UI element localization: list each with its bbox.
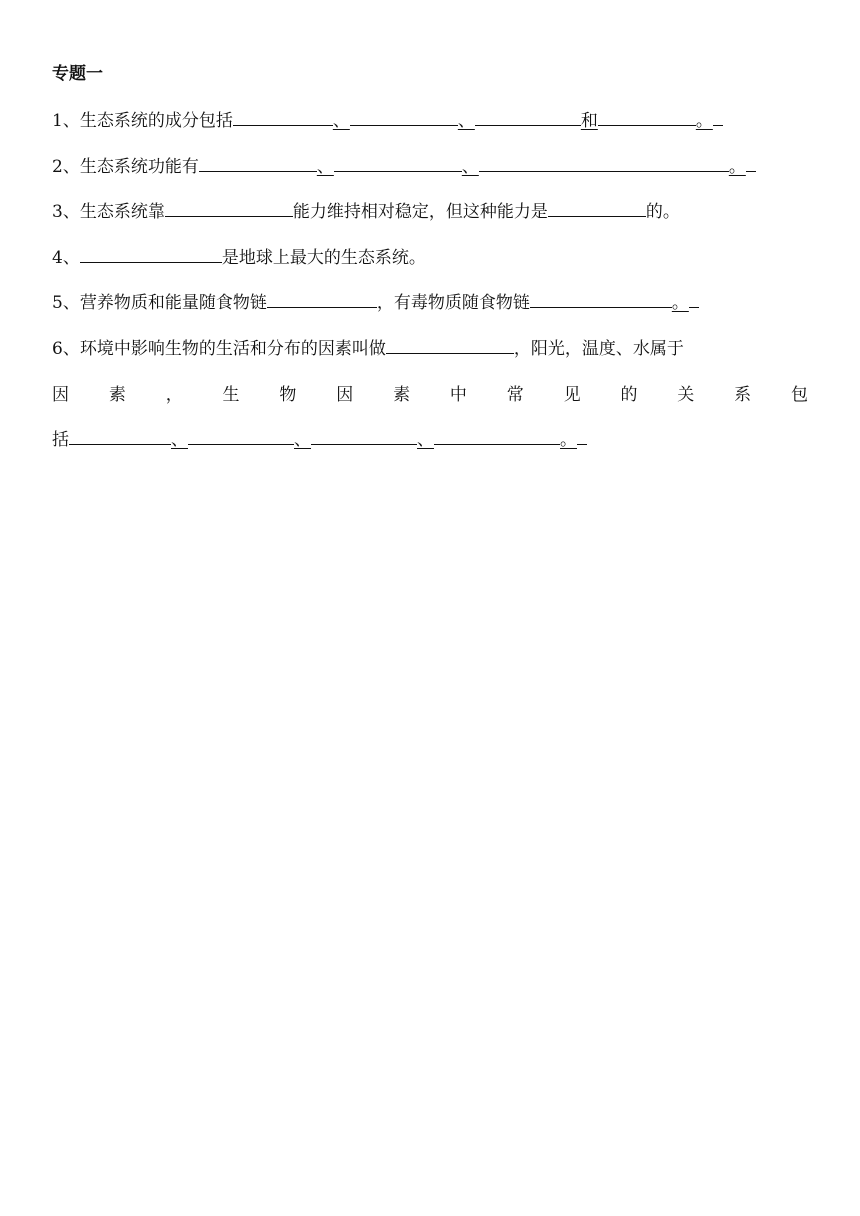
- q3-end: 的。: [645, 202, 680, 222]
- question-6-line-2: [52, 383, 808, 407]
- q5-end: 。: [671, 293, 689, 313]
- q6-char: 关: [677, 385, 695, 405]
- q1-sep-1: 、: [332, 111, 350, 131]
- q6-sep-1: 、: [171, 430, 188, 450]
- q6-char: 素: [108, 385, 126, 405]
- q6-char: 的: [620, 385, 638, 405]
- q5-blank-2[interactable]: [530, 290, 672, 308]
- q6-char: 物: [279, 385, 297, 405]
- q1-blank-1[interactable]: [233, 108, 333, 126]
- q5-middle: ，有毒物质随食物链: [376, 293, 530, 313]
- q3-blank-2[interactable]: [548, 199, 646, 217]
- q6-char: 素: [393, 385, 411, 405]
- q6-char: 系: [734, 385, 752, 405]
- q6-char: 生: [222, 385, 240, 405]
- q6-char: 常: [506, 385, 524, 405]
- q4-blank-1[interactable]: [80, 245, 222, 263]
- q6-blank-2[interactable]: [69, 427, 171, 445]
- q5-blank-1[interactable]: [267, 290, 377, 308]
- q6-char: 中: [449, 385, 467, 405]
- question-2: [52, 154, 756, 179]
- q2-sep-1: 、: [316, 157, 334, 177]
- question-3: [52, 199, 680, 224]
- q4-suffix: 是地球上最大的生态系统。: [221, 248, 426, 268]
- q6-char: ，: [165, 385, 183, 405]
- q5-tail: [689, 290, 699, 308]
- q4-prefix: 4、: [52, 248, 80, 268]
- q6-tail: [577, 427, 587, 445]
- q1-blank-4[interactable]: [598, 108, 696, 126]
- q3-middle: 能力维持相对稳定，但这种能力是: [292, 202, 548, 222]
- q2-blank-1[interactable]: [199, 154, 317, 172]
- q6-blank-4[interactable]: [311, 427, 417, 445]
- q2-sep-2: 、: [461, 157, 479, 177]
- section-title: 专题一: [52, 64, 103, 84]
- q6-line1-prefix: 6、环境中影响生物的生活和分布的因素叫做: [52, 339, 386, 359]
- q2-end: 。: [728, 157, 746, 177]
- q6-char: 见: [563, 385, 581, 405]
- question-1: [52, 108, 723, 133]
- q1-prefix: 1、生态系统的成分包括: [52, 111, 233, 131]
- question-6-line-1: [52, 336, 684, 361]
- q2-blank-3[interactable]: [479, 154, 729, 172]
- q6-end: 。: [560, 430, 577, 450]
- question-6-line-3: [52, 427, 587, 452]
- question-4: [52, 245, 426, 270]
- q6-sep-2: 、: [294, 430, 311, 450]
- q2-prefix: 2、生态系统功能有: [52, 157, 199, 177]
- q1-blank-2[interactable]: [350, 108, 458, 126]
- q6-blank-3[interactable]: [188, 427, 294, 445]
- q6-sep-3: 、: [417, 430, 434, 450]
- q3-prefix: 3、生态系统靠: [52, 202, 165, 222]
- q6-char: 因: [52, 385, 69, 405]
- q2-blank-2[interactable]: [334, 154, 462, 172]
- question-5: [52, 290, 699, 315]
- q6-blank-1[interactable]: [386, 336, 514, 354]
- q5-prefix: 5、营养物质和能量随食物链: [52, 293, 267, 313]
- q6-line1-suffix: ，阳光，温度、水属于: [513, 339, 684, 359]
- q6-char: 因: [336, 385, 354, 405]
- q1-tail: [713, 108, 723, 126]
- q1-end: 。: [695, 111, 713, 131]
- q3-blank-1[interactable]: [165, 199, 293, 217]
- q1-blank-3[interactable]: [475, 108, 581, 126]
- q2-tail: [746, 154, 756, 172]
- q1-sep-2: 、: [457, 111, 475, 131]
- q6-char: 包: [790, 385, 808, 405]
- q1-and: 和: [580, 111, 598, 131]
- q6-blank-5[interactable]: [434, 427, 560, 445]
- q6-line3-prefix: 括: [52, 430, 69, 450]
